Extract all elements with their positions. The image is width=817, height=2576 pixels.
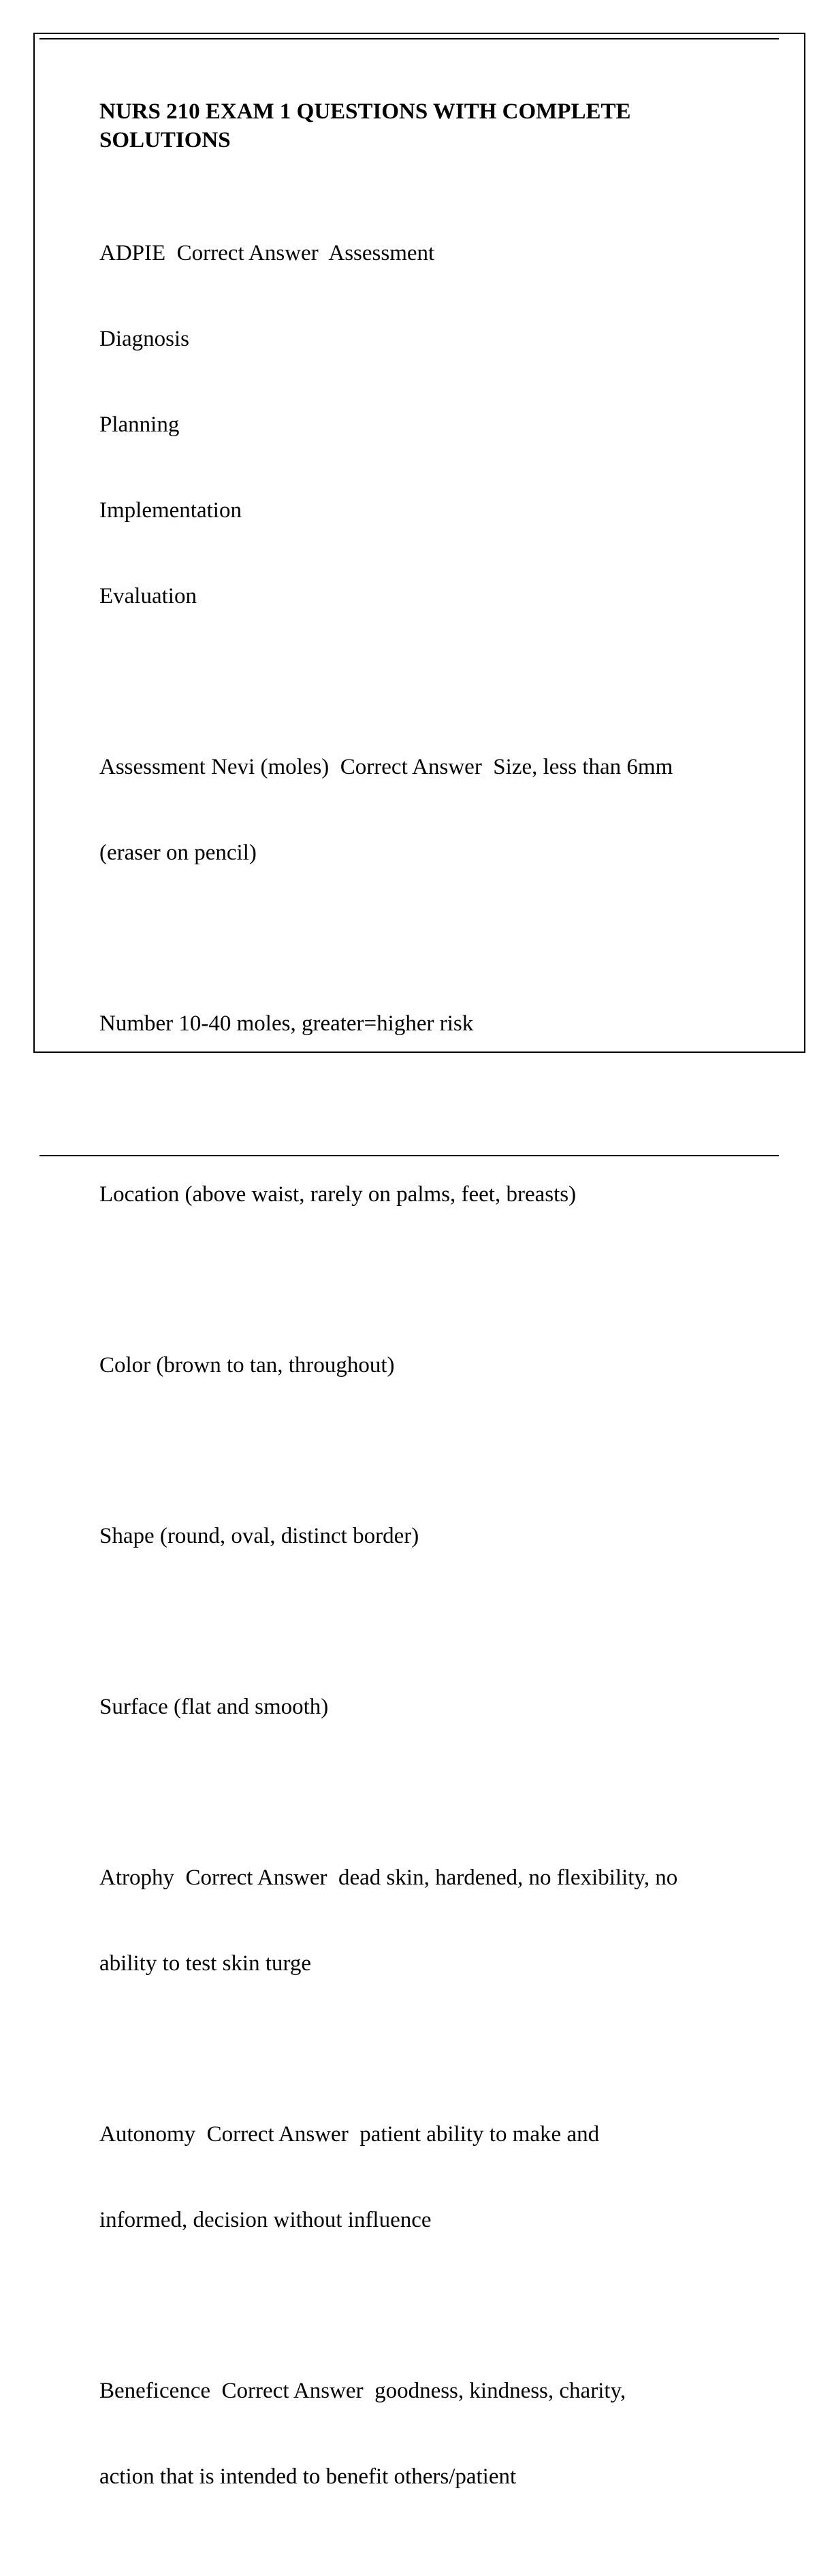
document-body xyxy=(99,97,753,2576)
entry-line: action that is intended to benefit others/patient xyxy=(99,2464,517,2489)
entry-line: Evaluation xyxy=(99,584,197,608)
entry-line: Number 10-40 moles, greater=higher risk xyxy=(99,1011,474,1036)
entry-line: (eraser on pencil) xyxy=(99,841,257,865)
entry-assessment-nevi xyxy=(99,696,753,924)
entry-line: informed, decision without influence xyxy=(99,2208,432,2232)
entry-line: Planning xyxy=(99,412,180,437)
entry-surface xyxy=(99,1635,753,1778)
entry-line: Atrophy Correct Answer dead skin, hardened, no flexibility, no xyxy=(99,1865,678,1890)
entry-color xyxy=(99,1294,753,1437)
entry-atrophy xyxy=(99,1806,753,2035)
entry-line: Shape (round, oval, distinct border) xyxy=(99,1524,419,1548)
title-line: NURS 210 EXAM 1 QUESTIONS WITH COMPLETE xyxy=(99,99,631,124)
top-rule xyxy=(39,38,779,39)
entry-autonomy xyxy=(99,2063,753,2292)
entry-adpie xyxy=(99,182,753,668)
entry-line: Surface (flat and smooth) xyxy=(99,1695,329,1719)
entry-location xyxy=(99,1123,753,1266)
title-line: SOLUTIONS xyxy=(99,128,231,152)
entry-line: Beneficence Correct Answer goodness, kindness, charity, xyxy=(99,2379,626,2403)
entry-beneficence xyxy=(99,2319,753,2548)
entry-line: Diagnosis xyxy=(99,327,189,351)
document-title xyxy=(99,97,753,154)
entry-line: Autonomy Correct Answer patient ability to make and xyxy=(99,2122,600,2147)
entry-line: Implementation xyxy=(99,498,242,523)
entry-number xyxy=(99,952,753,1095)
entry-line: Location (above waist, rarely on palms, feet, breasts) xyxy=(99,1182,577,1207)
entry-line: Color (brown to tan, throughout) xyxy=(99,1353,395,1377)
entry-shape xyxy=(99,1465,753,1608)
entry-line: ability to test skin turge xyxy=(99,1951,312,1976)
entry-line: ADPIE Correct Answer Assessment xyxy=(99,241,435,265)
entry-line: Assessment Nevi (moles) Correct Answer Size, less than 6mm xyxy=(99,755,673,779)
